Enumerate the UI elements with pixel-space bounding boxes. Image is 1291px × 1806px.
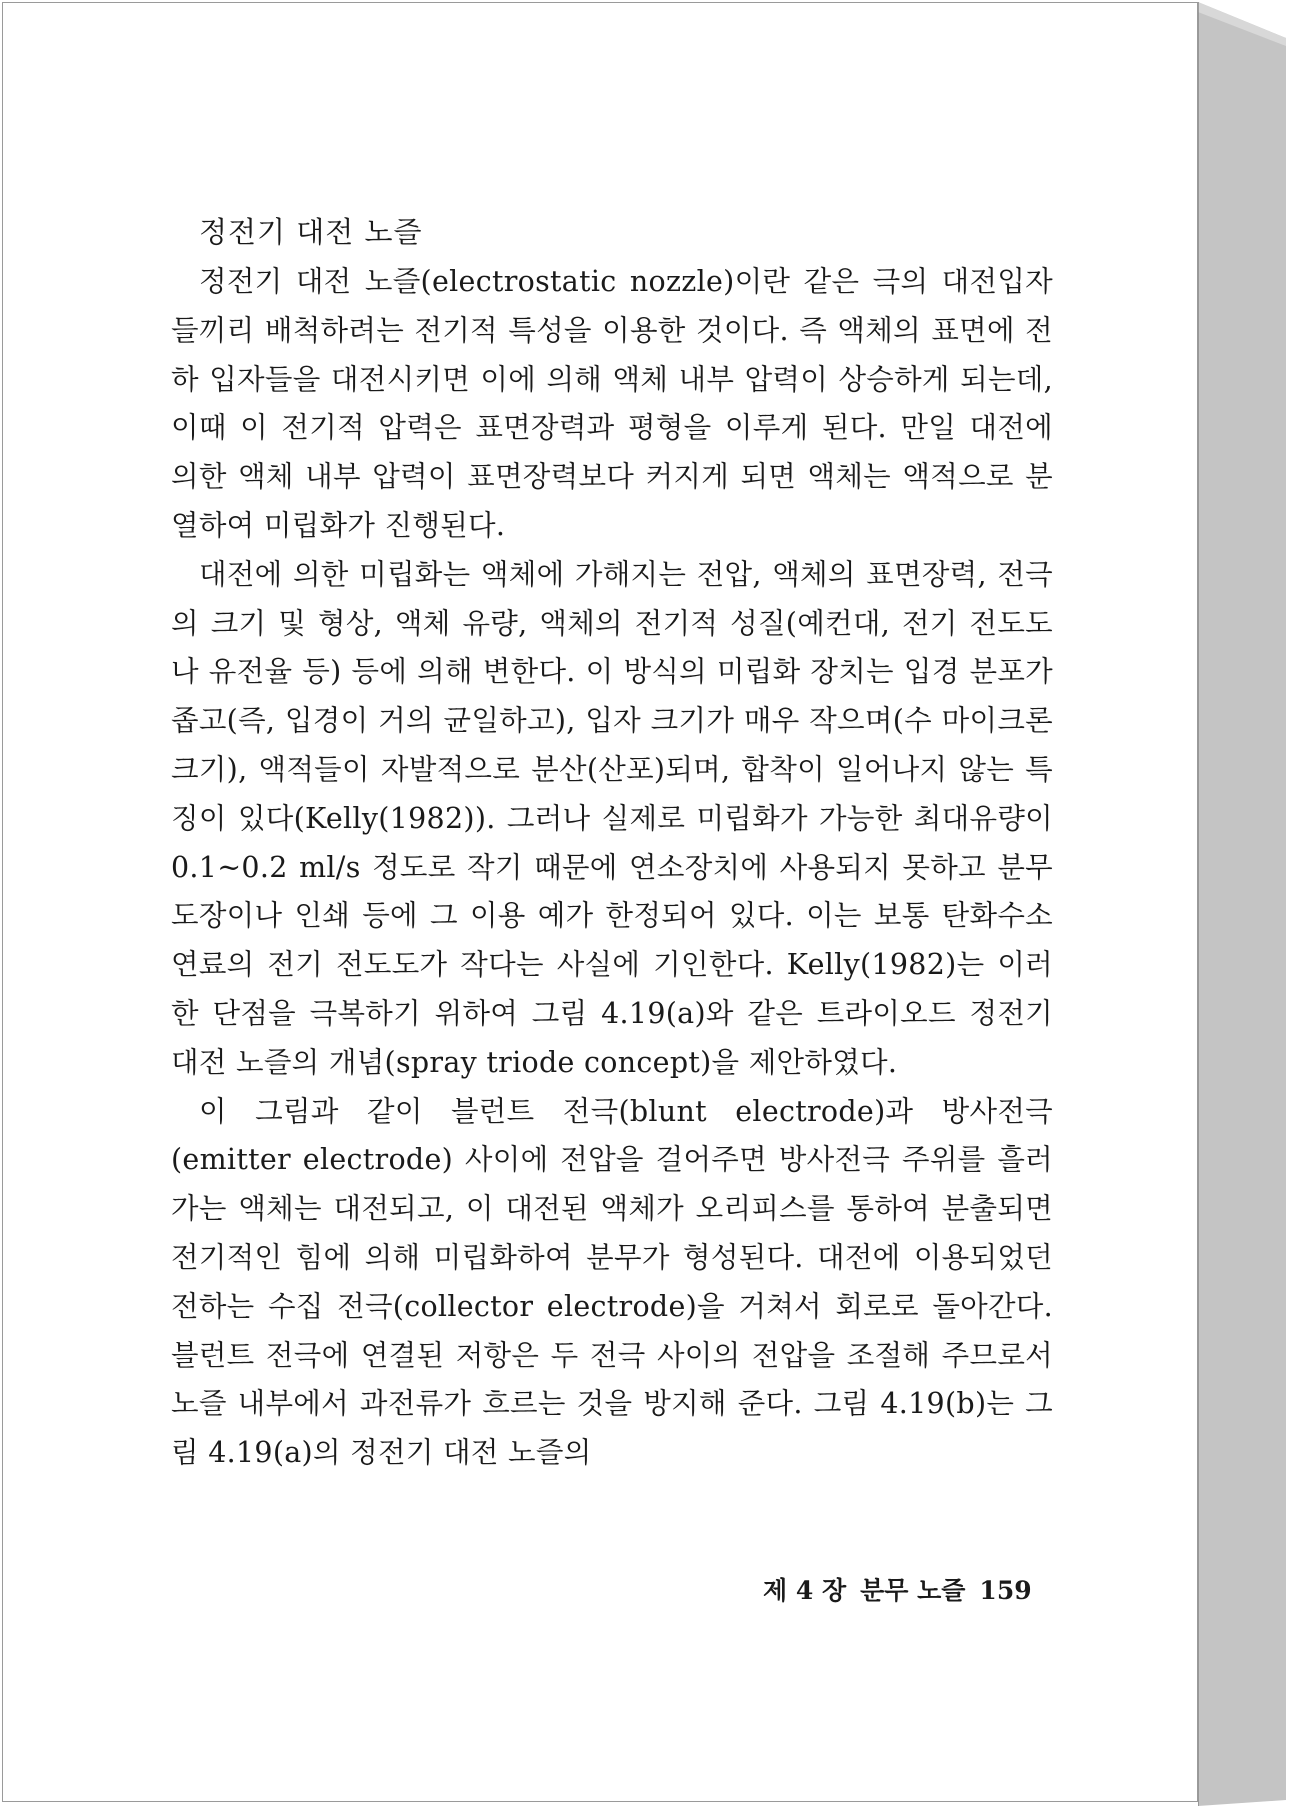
paragraph: 이 그림과 같이 블런트 전극(blunt electrode)과 방사전극(emitter electrode) 사이에 전압을 걸어주면 방사전극 주위를 흘러가는 액체는 대전되고, 이 대전된 액체가 오리피스를 통하여 분출되면 전기적인 힘에 의해 미립화하여 분무가 형성된다. 대전에 이용되었던 전하는 수집 전극(collector electrode)을 거쳐서 회로로 돌아간다. 블런트 전극에 연결된 저항은 두 전극 사이의 전압을 조절해 주므로서 노즐 내부에서 과전류가 흐르는 것을 방지해 준다. 그림 4.19(b)는 그림 4.19(a)의 정전기 대전 노즐의 <box>171 1094 1053 1470</box>
book-edge-shading <box>1198 0 1288 1806</box>
section-heading: 정전기 대전 노즐 <box>199 215 423 249</box>
page-number: 159 <box>979 1576 1032 1605</box>
running-footer <box>763 1571 1033 1611</box>
footer-title: 분무 노즐 <box>860 1576 966 1605</box>
footer-chapter: 제 4 장 <box>763 1576 847 1605</box>
book-spine-face <box>1198 2 1286 1806</box>
page-body <box>171 208 1053 1478</box>
paragraph: 대전에 의한 미립화는 액체에 가해지는 전압, 액체의 표면장력, 전극의 크기 및 형상, 액체 유량, 액체의 전기적 성질(예컨대, 전기 전도도나 유전율 등) 등에 의해 변한다. 이 방식의 미립화 장치는 입경 분포가 좁고(즉, 입경이 거의 균일하고), 입자 크기가 매우 작으며(수 마이크론 크기), 액적들이 자발적으로 분산(산포)되며, 합착이 일어나지 않는 특징이 있다(Kelly(1982)). 그러나 실제로 미립화가 가능한 최대유량이 0.1~0.2 ml/s 정도로 작기 때문에 연소장치에 사용되지 못하고 분무 도장이나 인쇄 등에 그 이용 예가 한정되어 있다. 이는 보통 탄화수소 연료의 전기 전도도가 작다는 사실에 기인한다. Kelly(1982)는 이러한 단점을 극복하기 위하여 그림 4.19(a)와 같은 트라이오드 정전기 대전 노즐의 개념(spray triode concept)을 제안하였다. <box>171 557 1053 1079</box>
book-page <box>2 2 1198 1802</box>
paragraph: 정전기 대전 노즐(electrostatic nozzle)이란 같은 극의 대전입자들끼리 배척하려는 전기적 특성을 이용한 것이다. 즉 액체의 표면에 전하 입자들을 대전시키면 이에 의해 액체 내부 압력이 상승하게 되는데, 이때 이 전기적 압력은 표면장력과 평형을 이루게 된다. 만일 대전에 의한 액체 내부 압력이 표면장력보다 커지게 되면 액체는 액적으로 분열하여 미립화가 진행된다. <box>171 265 1053 542</box>
